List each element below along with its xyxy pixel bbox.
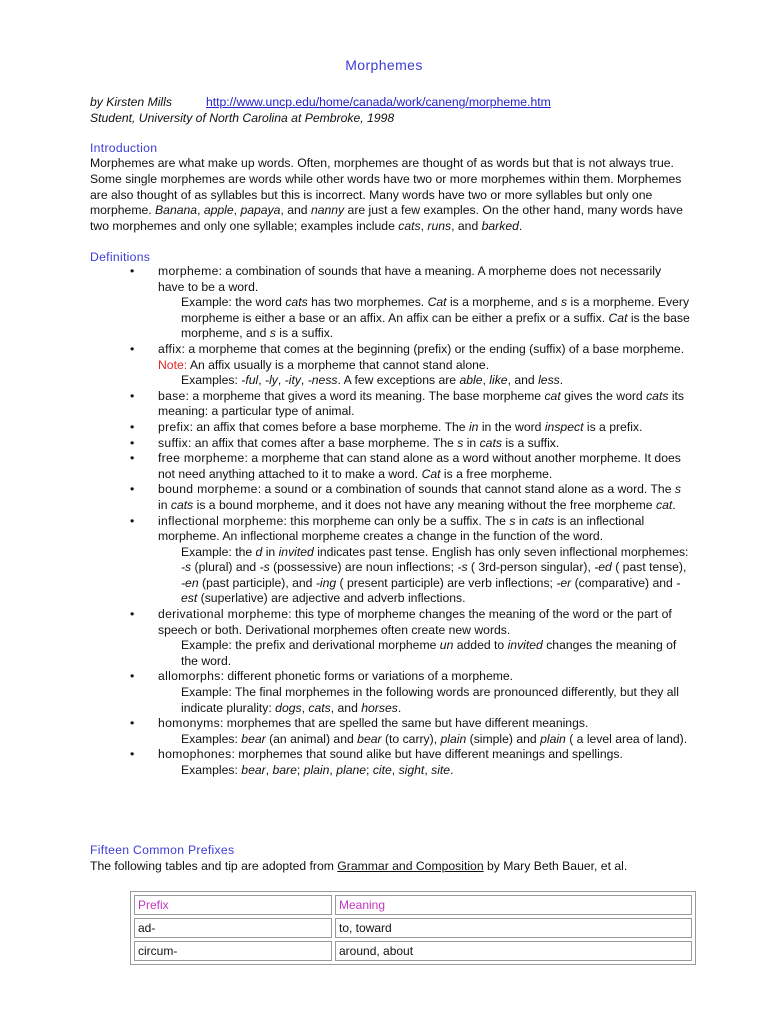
column-header-meaning: Meaning (335, 895, 692, 915)
source-link[interactable]: http://www.uncp.edu/home/canada/work/caneng/morpheme.htm (205, 95, 551, 109)
bullet-icon: • (130, 482, 135, 497)
example-morpheme: Example: the word cats has two morphemes. Cat is a morpheme, and s is a morpheme. Every morpheme is either a base or an affix. An affix can be either a prefix or a suffix. Cat is the base morpheme, and s is a suffix. (181, 295, 690, 341)
prefixes-intro: The following tables and tip are adopted from Grammar and Composition by Mary Beth Bauer, et al. (90, 859, 628, 873)
meaning-cell: around, about (335, 941, 692, 961)
definitions-list (90, 264, 690, 779)
example-allomorphs: Example: The final morphemes in the following words are pronounced differently, but they all indicate plurality: dogs, cats, and horses. (181, 685, 679, 715)
bullet-icon: • (130, 747, 135, 762)
byline (90, 94, 551, 126)
prefix-cell: circum- (134, 941, 332, 961)
definitions-heading: Definitions (90, 250, 151, 264)
example-inflectional: Example: the d in invited indicates past tense. English has only seven inflectional morphemes: -s (plural) and -s (possessive) are noun inflections; -s ( 3rd-person singular), -ed ( past tense), -en (past participle), and -ing ( present participle) are verb inflections; -er (comparative) and -est (superlative) are adjective and adverb inflections. (181, 544, 689, 606)
prefixes-heading: Fifteen Common Prefixes (90, 843, 235, 857)
prefix-cell: ad- (134, 918, 332, 938)
intro-heading: Introduction (90, 141, 158, 155)
definition-base: • base: a morpheme that gives a word its meaning. The base morpheme cat gives the word cats its meaning: a particular type of animal. (130, 388, 685, 419)
definition-morpheme: • morpheme: a combination of sounds that have a meaning. A morpheme does not necessarily have to be a word. Example: the word cats has two morphemes. Cat is a morpheme, and s is a morpheme. Every morpheme is either a base or an affix. An affix can be either a prefix or a suffix. Cat is the base morpheme, and s is a suffix. (90, 264, 690, 342)
example-derivational: Example: the prefix and derivational morpheme un added to invited changes the meaning of the word. (181, 638, 677, 668)
table-header-row (134, 895, 692, 915)
definition-free-morpheme: • free morpheme: a morpheme that can stand alone as a word without another morpheme. It does not need anything attached to it to make a word. Cat is a free morpheme. (130, 451, 681, 481)
prefix-table (130, 891, 696, 965)
bullet-icon: • (130, 513, 135, 528)
bullet-icon: • (130, 264, 135, 278)
definition-inflectional-morpheme: • inflectional morpheme: this morpheme can only be a suffix. The s in cats is an inflectional morpheme. An inflectional morpheme creates a change in the function of the word. Example: the d in invited indicates past tense. English has only seven inflectional morphemes: -s (plural) and -s (possessive) are noun inflections; -s ( 3rd-person singular), -ed ( past tense), -en (past participle), and -ing ( present participle) are verb inflections; -er (comparative) and -est (superlative) are adjective and adverb inflections. (90, 514, 690, 608)
bullet-icon: • (130, 607, 135, 622)
bullet-icon: • (130, 716, 135, 731)
author: by Kirsten Mills (90, 95, 172, 109)
bullet-icon: • (130, 669, 135, 684)
definition-allomorphs: • allomorphs: different phonetic forms or variations of a morpheme. Example: The final morphemes in the following words are pronounced differently, but they all indicate plurality: dogs, cats, and horses. (90, 669, 690, 716)
definition-bound-morpheme: • bound morpheme: a sound or a combination of sounds that cannot stand alone as a word. The s in cats is a bound morpheme, and it does not have any meaning without the free morpheme cat. (130, 482, 681, 512)
bullet-icon: • (130, 451, 135, 466)
bullet-icon: • (130, 419, 135, 434)
intro-paragraph: Morphemes are what make up words. Often, morphemes are thought of as words but that is not always true. Some single morphemes are words while other words have two or more morphemes within them. Morphemes are also thought of as syllables but this is incorrect. Many words have two or more syllables but only one morpheme. Banana, apple, papaya, and nanny are just a few examples. On the other hand, many words have two morphemes and only one syllable; examples include cats, runs, and barked. (90, 156, 683, 234)
affiliation: Student, University of North Carolina at Pembroke, 1998 (90, 111, 395, 125)
bullet-icon: • (130, 341, 135, 356)
table-row (134, 918, 692, 938)
definition-homophones: • homophones: morphemes that sound alike but have different meanings and spellings. Examples: bear, bare; plain, plane; cite, sight, site. (90, 747, 690, 778)
table-row (134, 941, 692, 961)
meaning-cell: to, toward (335, 918, 692, 938)
example-homophones: Examples: bear, bare; plain, plane; cite, sight, site. (181, 763, 454, 777)
definition-suffix: • suffix: an affix that comes after a base morpheme. The s in cats is a suffix. (130, 435, 560, 450)
page-title: Morphemes (345, 57, 423, 73)
bullet-icon: • (130, 388, 135, 403)
note-label: Note: (158, 357, 188, 372)
example-homonyms: Examples: bear (an animal) and bear (to carry), plain (simple) and plain ( a level area of land). (181, 731, 688, 746)
definition-homonyms: • homonyms: morphemes that are spelled the same but have different meanings. Examples: bear (an animal) and bear (to carry), plain (simple) and plain ( a level area of land). (90, 716, 690, 747)
definition-derivational-morpheme: • derivational morpheme: this type of morpheme changes the meaning of the word or the part of speech or both. Derivational morphemes often create new words. Example: the prefix and derivational morpheme un added to invited changes the meaning of the word. (90, 607, 690, 669)
example-affix: Examples: -ful, -ly, -ity, -ness. A few exceptions are able, like, and less. (181, 373, 564, 388)
definition-affix: • affix: a morpheme that comes at the beginning (prefix) or the ending (suffix) of a base morpheme. Note: An affix usually is a morpheme that cannot stand alone. Examples: -ful, -ly, -ity, -ness. A few exceptions are able, like, and less. (90, 342, 690, 389)
definition-prefix: • prefix: an affix that comes before a base morpheme. The in in the word inspect is a prefix. (130, 419, 643, 434)
book-title: Grammar and Composition (337, 859, 484, 873)
bullet-icon: • (130, 435, 135, 450)
column-header-prefix: Prefix (134, 895, 332, 915)
